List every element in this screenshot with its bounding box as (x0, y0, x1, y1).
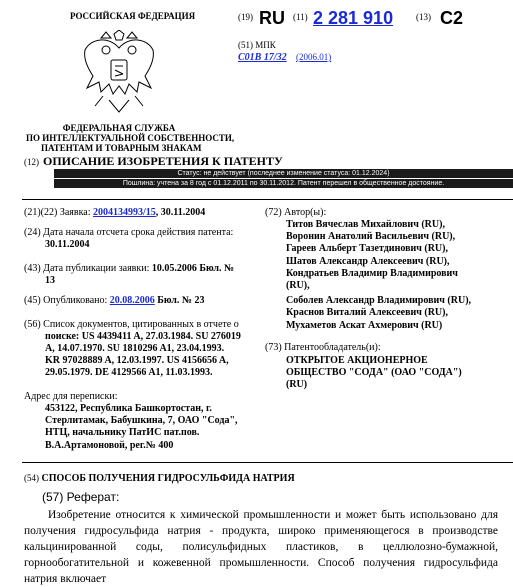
abstract-text: Изобретение относится к химической промышленности и может быть использовано для получения гидросульфида натрия - продукта, широко применяющегося в производстве кальцинированной соды, полисульфидных пластиков, в целлюлозно-бумажной, горнообогатительной и кожевенной промышленности. Способ получения гидросульфида натрия включает (24, 509, 498, 585)
patent-number-link[interactable]: 2 281 910 (313, 8, 394, 28)
author-item: Воронин Анатолий Васильевич (RU), (286, 231, 456, 242)
cited-docs-label: (56) Список документов, цитированных в отчете о (24, 319, 239, 330)
address-line: НТЦ, начальнику ПатИС пат.пов. (45, 427, 200, 438)
author-item: Соболев Александр Владимирович (RU), (286, 295, 472, 306)
doc-title: ОПИСАНИЕ ИЗОБРЕТЕНИЯ К ПАТЕНТУ (43, 154, 283, 168)
fee-status-bar: Пошлина: учтена за 8 год с 01.12.2011 по 30.11.2012. Патент перешел в общественное достояние. (54, 179, 513, 188)
patent-holder-label: (73) Патентообладатель(и): (265, 342, 381, 353)
author-item: Кондратьев Владимир Владимирович (286, 268, 458, 279)
start-date-label: (24) Дата начала отсчета срока действия патента: (24, 227, 234, 238)
patent-holder-line: ОТКРЫТОЕ АКЦИОНЕРНОЕ (286, 355, 428, 366)
patent-holder-line: (RU) (286, 379, 308, 390)
country-code: RU (259, 8, 285, 28)
country-name: РОССИЙСКАЯ ФЕДЕРАЦИЯ (70, 11, 196, 21)
divider-middle (22, 462, 513, 463)
author-item: (RU), (286, 280, 310, 291)
cited-docs-line: поиске: US 4439411 A, 27.03.1984. SU 276019 (45, 331, 241, 342)
doc-title-code: (12) (24, 157, 39, 167)
cited-docs-line: KR 97028889 A, 12.03.1997. US 4156656 A, (45, 355, 229, 366)
author-item: Краснов Виталий Алексеевич (RU), (286, 307, 448, 318)
published-bulletin: Бюл. № 23 (154, 295, 205, 306)
abstract-label: (57) Реферат: (42, 490, 120, 504)
start-date-value: 30.11.2004 (45, 239, 90, 250)
code-19: (19) (238, 12, 253, 22)
address-label: Адрес для переписки: (24, 391, 118, 402)
ipc-link[interactable]: C01B 17/32 (238, 52, 287, 63)
agency-line-1: ФЕДЕРАЛЬНАЯ СЛУЖБА (62, 123, 176, 133)
application-date: , 30.11.2004 (155, 207, 206, 218)
agency-line-2: ПО ИНТЕЛЛЕКТУАЛЬНОЙ СОБСТВЕННОСТИ, (26, 133, 235, 143)
authors-label: (72) Автор(ы): (265, 207, 327, 218)
coat-of-arms-icon (79, 30, 159, 116)
published-date-link[interactable]: 20.08.2006 (109, 295, 155, 306)
invention-title: СПОСОБ ПОЛУЧЕНИЯ ГИДРОСУЛЬФИДА НАТРИЯ (41, 473, 295, 484)
address-line: 453122, Республика Башкортостан, г. (45, 403, 212, 414)
author-item: Титов Вячеслав Михайлович (RU), (286, 219, 445, 230)
code-13: (13) (416, 12, 431, 22)
published-label: (45) Опубликовано: (24, 295, 108, 306)
agency-line-3: ПАТЕНТАМ И ТОВАРНЫМ ЗНАКАМ (41, 143, 202, 153)
pub-bulletin-number: 13 (45, 275, 55, 286)
status-bar: Статус: не действует (последнее изменение статуса: 01.12.2024) (54, 169, 513, 178)
cited-docs-line: A, 14.07.1970. SU 1810296 A1, 23.04.1993. (45, 343, 225, 354)
pub-bulletin: Бюл. № (196, 263, 235, 274)
ipc-label: (51) МПК (238, 40, 276, 50)
ipc-date-link[interactable]: (2006.01) (296, 52, 332, 62)
address-line: В.А.Артамоновой, рег.№ 400 (45, 440, 174, 451)
pub-date-label: (43) Дата публикации заявки: (24, 263, 150, 274)
author-item: Мухаметов Аскат Ахмерович (RU) (286, 320, 443, 331)
invention-title-code: (54) (24, 473, 39, 483)
address-line: Стерлитамак, Бабушкина, 7, ОАО "Сода", (45, 415, 238, 426)
patent-holder-line: ОБЩЕСТВО "СОДА" (ОАО "СОДА") (286, 367, 462, 378)
pub-date-value: 10.05.2006 (151, 263, 197, 274)
code-11: (11) (293, 12, 308, 22)
kind-code: C2 (440, 8, 464, 28)
application-number-link[interactable]: 2004134993/15 (93, 207, 156, 218)
application-label: (21)(22) Заявка: (24, 207, 91, 218)
author-item: Гареев Альберт Тазетдинович (RU), (286, 243, 448, 254)
divider-top (22, 199, 513, 200)
cited-docs-line: 29.05.1979. DE 4129566 A1, 11.03.1993. (45, 367, 213, 378)
author-item: Шатов Александр Алексеевич (RU), (286, 256, 450, 267)
